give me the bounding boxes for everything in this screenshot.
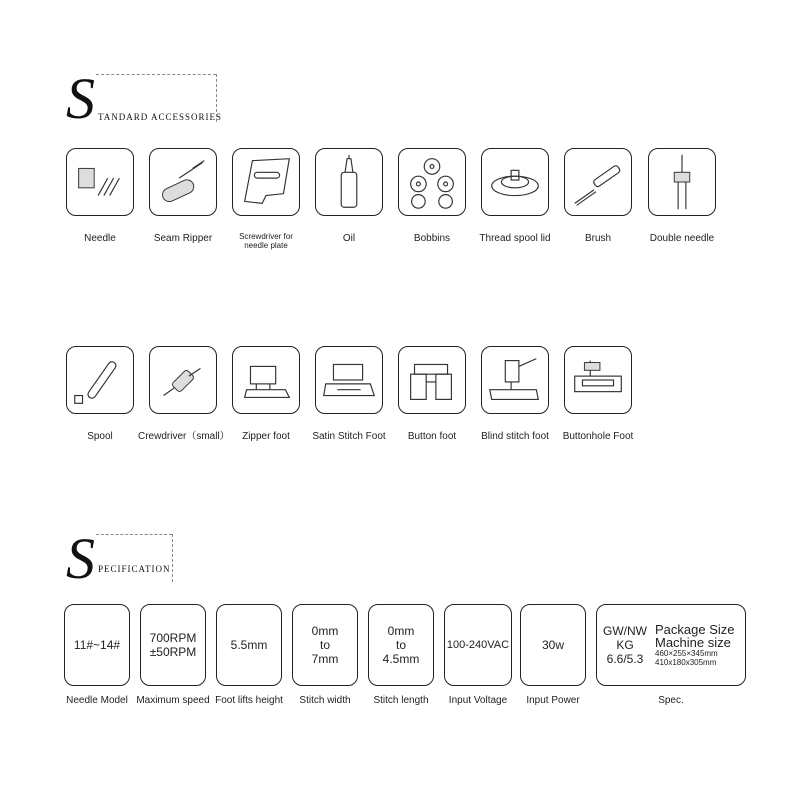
accessory-label: Blind stitch foot xyxy=(481,431,549,442)
heading-text: TANDARD ACCESSORIES xyxy=(98,112,223,122)
blind-stitch-foot-tile xyxy=(481,346,549,414)
package-size-label: Package Size xyxy=(655,622,735,637)
small-screwdriver-tile xyxy=(149,346,217,414)
spec-value: 7mm xyxy=(311,652,339,666)
spec-value: 700RPM xyxy=(149,631,197,645)
spool-lid-tile xyxy=(481,148,549,216)
seam-ripper-tile xyxy=(149,148,217,216)
spec-value-box xyxy=(520,604,586,686)
spec-value-box xyxy=(368,604,434,686)
spec-combined-box xyxy=(596,604,746,686)
accessory-label: Needle xyxy=(84,233,116,244)
button-foot-icon xyxy=(399,347,465,413)
spec-label: Stitch length xyxy=(373,695,429,706)
accessory-label: Spool xyxy=(87,431,113,442)
gw-nw-column xyxy=(603,624,647,666)
heading-dashed-line xyxy=(96,74,216,75)
oil-bottle-tile xyxy=(315,148,383,216)
needle-pack-icon xyxy=(67,149,133,215)
spec-value: to xyxy=(395,638,406,652)
small-screwdriver-icon xyxy=(150,347,216,413)
accessory-label: Double needle xyxy=(649,233,715,244)
accessory-label: Seam Ripper xyxy=(153,233,213,244)
zipper-foot-tile xyxy=(232,346,300,414)
spec-value: 30w xyxy=(541,638,564,652)
heading-dashed-edge xyxy=(172,534,173,582)
spec-value: 0mm xyxy=(311,624,339,638)
button-foot-tile xyxy=(398,346,466,414)
spec-value: ±50RPM xyxy=(149,645,197,659)
spec-label: Needle Model xyxy=(66,695,128,706)
bobbins-icon xyxy=(399,149,465,215)
spec-value-box xyxy=(140,604,206,686)
gw-line: 6.6/5.3 xyxy=(606,652,644,666)
double-needle-tile xyxy=(648,148,716,216)
spec-value: 100-240VAC xyxy=(446,639,510,651)
accessory-label: Buttonhole Foot xyxy=(562,431,634,442)
satin-foot-tile xyxy=(315,346,383,414)
accessory-label: Oil xyxy=(342,233,356,244)
spec-value: 5.5mm xyxy=(230,638,268,652)
size-column xyxy=(655,623,735,667)
spec-value: to xyxy=(319,638,330,652)
satin-foot-icon xyxy=(316,347,382,413)
blind-stitch-foot-icon xyxy=(482,347,548,413)
spool-pin-tile xyxy=(66,346,134,414)
accessory-label: Screwdriver for needle plate xyxy=(239,232,293,250)
heading-text: PECIFICATION xyxy=(98,564,171,574)
zipper-foot-icon xyxy=(233,347,299,413)
heading-dashed-edge xyxy=(216,74,217,122)
screwdriver-plate-icon xyxy=(233,149,299,215)
spec-label: Input Power xyxy=(526,695,580,706)
spec-value-box xyxy=(292,604,358,686)
spec-value: 0mm xyxy=(387,624,415,638)
accessory-label: Crewdriver（small） xyxy=(138,431,230,442)
screwdriver-plate-tile xyxy=(232,148,300,216)
oil-bottle-icon xyxy=(316,149,382,215)
gw-line: KG xyxy=(616,638,634,652)
machine-size-value: 410x180x305mm xyxy=(655,658,717,667)
heading-initial: S xyxy=(66,526,95,591)
accessory-label: Thread spool lid xyxy=(479,233,551,244)
spool-pin-icon xyxy=(67,347,133,413)
spec-label: Spec. xyxy=(658,695,684,706)
spec-value-box xyxy=(444,604,512,686)
buttonhole-foot-tile xyxy=(564,346,632,414)
accessory-label: Satin Stitch Foot xyxy=(312,431,386,442)
heading-dashed-line xyxy=(96,534,172,535)
spec-label: Stitch width xyxy=(299,695,351,706)
double-needle-icon xyxy=(649,149,715,215)
heading-initial: S xyxy=(66,66,95,131)
machine-size-label: Machine size xyxy=(655,635,731,650)
buttonhole-foot-icon xyxy=(565,347,631,413)
accessory-label: Brush xyxy=(584,233,612,244)
package-size-value: 460×255×345mm xyxy=(655,649,718,658)
spec-label: Input Voltage xyxy=(448,695,508,706)
brush-icon xyxy=(565,149,631,215)
seam-ripper-icon xyxy=(150,149,216,215)
spec-value: 4.5mm xyxy=(382,652,420,666)
accessory-label: Button foot xyxy=(407,431,457,442)
needle-pack-tile xyxy=(66,148,134,216)
gw-line: GW/NW xyxy=(603,624,647,638)
spec-value: 11#~14# xyxy=(73,638,121,652)
spool-lid-icon xyxy=(482,149,548,215)
accessory-label: Bobbins xyxy=(413,233,451,244)
bobbins-tile xyxy=(398,148,466,216)
accessory-label: Zipper foot xyxy=(242,431,290,442)
spec-value-box xyxy=(216,604,282,686)
spec-label: Maximum speed xyxy=(136,695,210,706)
spec-label: Foot lifts height xyxy=(215,695,283,706)
brush-tile xyxy=(564,148,632,216)
spec-value-box xyxy=(64,604,130,686)
